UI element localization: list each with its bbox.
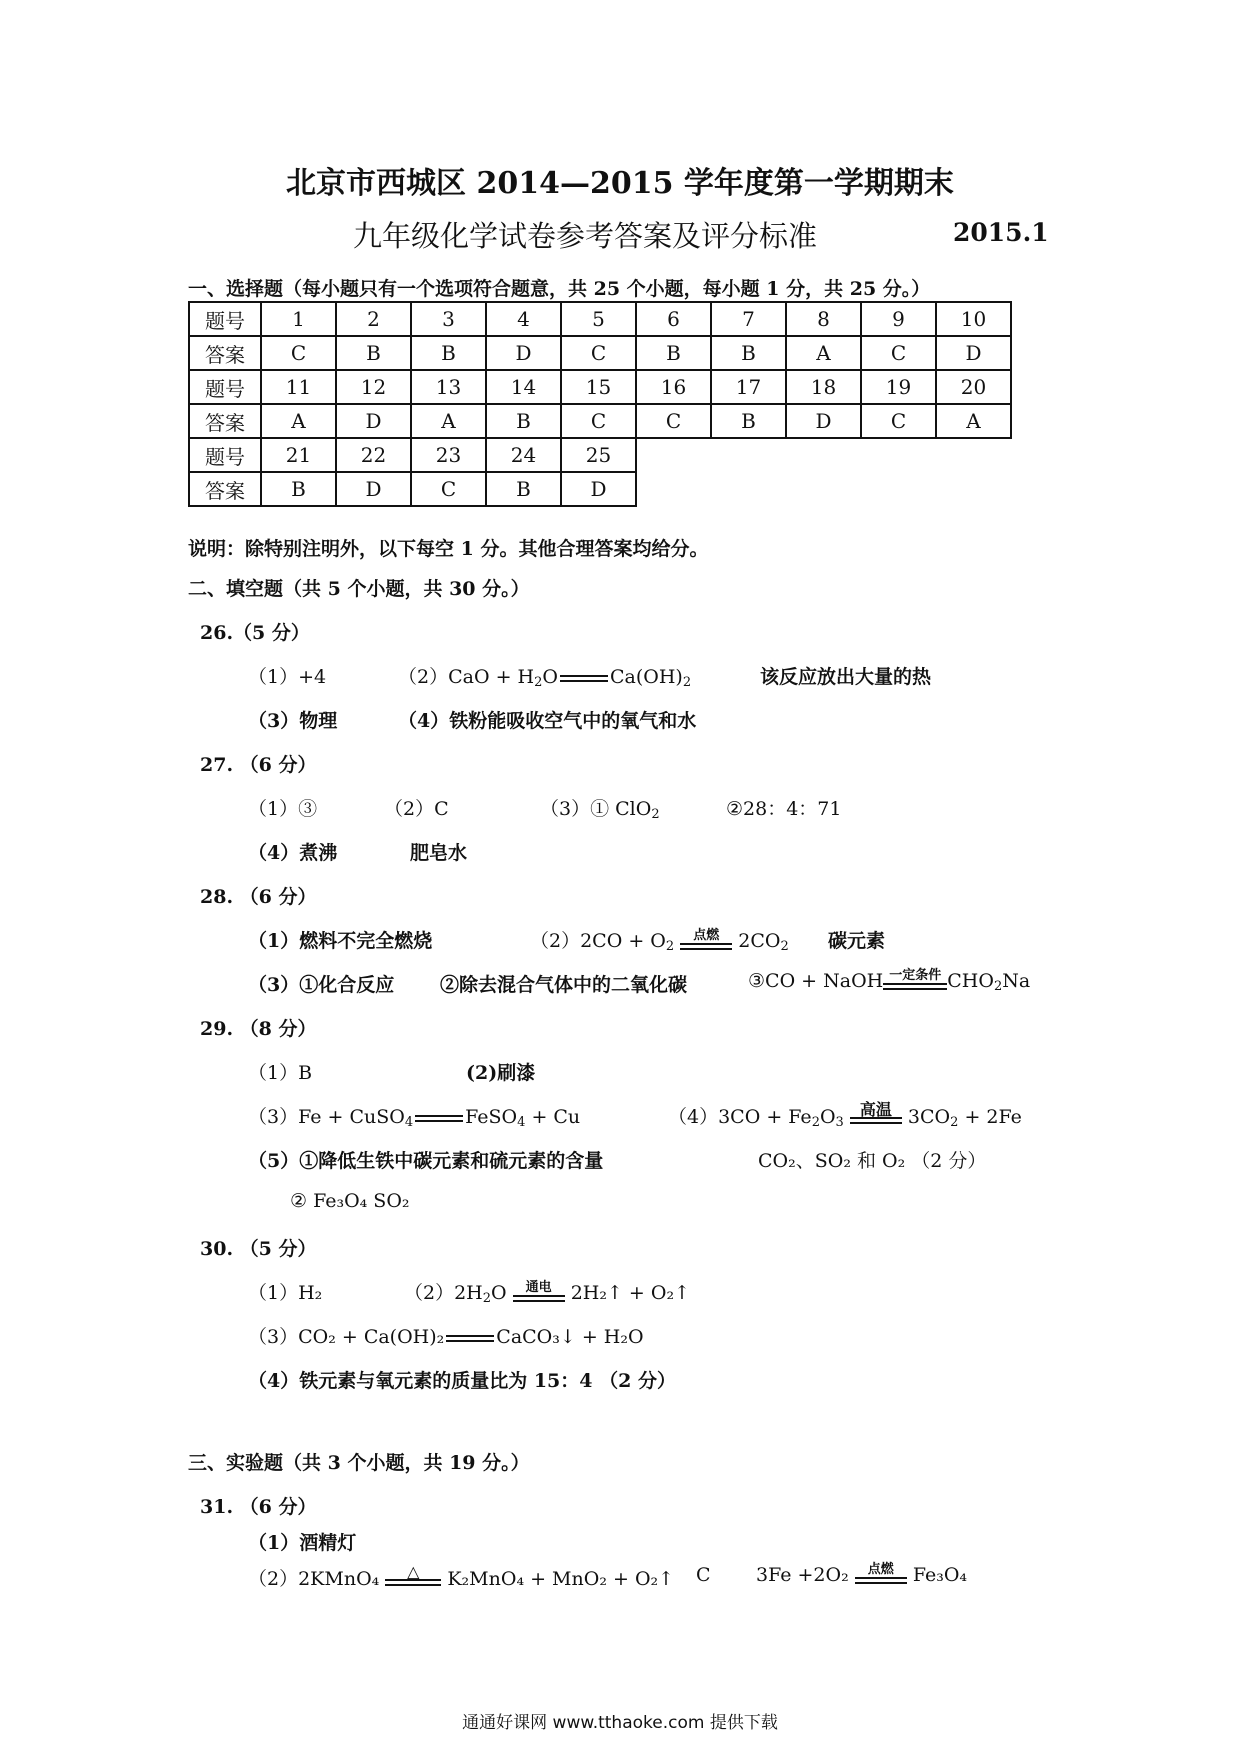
num-label: 题号 xyxy=(189,370,261,404)
table-cell: A xyxy=(786,336,861,370)
q29-a4: $(4)3CO + Fe_2O_3$ 高温 $3CO_2 + 2Fe$ xyxy=(668,1100,1022,1130)
q29-a2: (2)刷漆 xyxy=(466,1062,536,1084)
table-cell: D xyxy=(336,472,411,506)
footer-source: 通通好课网 www.tthaoke.com 提供下载 xyxy=(462,1713,778,1733)
q30-a4: （4）铁元素与氧元素的质量比为 15：4 （2 分） xyxy=(248,1370,676,1392)
table-cell: 14 xyxy=(486,370,561,404)
title-line-2: 九年级化学试卷参考答案及评分标准 xyxy=(353,219,818,253)
table-cell: B xyxy=(486,472,561,506)
table-cell: 7 xyxy=(711,302,786,336)
table-cell: 17 xyxy=(711,370,786,404)
table-cell: B xyxy=(711,404,786,438)
table-row xyxy=(189,404,1011,438)
table-cell: D xyxy=(561,472,636,506)
reaction-condition: 点燃 xyxy=(855,1563,907,1584)
table-cell: 15 xyxy=(561,370,636,404)
reaction-condition: 点燃 xyxy=(680,929,732,950)
q28-a2-note: 碳元素 xyxy=(828,930,886,952)
num-label: 题号 xyxy=(189,302,261,336)
q29-a3-pre: （3）Fe + CuSO xyxy=(248,1106,405,1128)
section-2-heading: 二、填空题（共 5 个小题，共 30 分。） xyxy=(188,578,530,600)
reaction-condition: △ xyxy=(385,1565,441,1586)
table-cell: 22 xyxy=(336,438,411,472)
q27-a4: （4）煮沸 xyxy=(248,842,338,864)
q31-a2 xyxy=(248,1564,674,1594)
table-cell: 13 xyxy=(411,370,486,404)
table-cell: 25 xyxy=(561,438,636,472)
table-cell: 11 xyxy=(261,370,336,404)
scoring-note: 说明：除特别注明外，以下每空 1 分。其他合理答案均给分。 xyxy=(188,538,709,560)
q31-a1: （1）酒精灯 xyxy=(248,1532,357,1554)
table-cell: D xyxy=(336,404,411,438)
table-row xyxy=(189,336,1011,370)
q31-a2-post: K₂MnO₄ + MnO₂ + O₂↑ xyxy=(447,1568,675,1590)
table-cell: 5 xyxy=(561,302,636,336)
table-cell: C xyxy=(861,336,936,370)
ans-label: 答案 xyxy=(189,336,261,370)
q30-a1: （1）H₂ xyxy=(248,1282,323,1304)
table-cell: 3 xyxy=(411,302,486,336)
table-cell: B xyxy=(336,336,411,370)
reaction-condition: 高温 xyxy=(850,1103,902,1124)
table-cell: A xyxy=(261,404,336,438)
q29-heading: 29. （8 分） xyxy=(200,1018,317,1040)
table-cell: A xyxy=(936,404,1011,438)
q29-a4-pre: （4）3CO + Fe xyxy=(668,1106,812,1128)
q27-a4b: 肥皂水 xyxy=(410,842,468,864)
q29-a5b: CO₂、SO₂ 和 O₂ （2 分） xyxy=(758,1150,987,1172)
table-cell: 20 xyxy=(936,370,1011,404)
q29-a5c: ② Fe₃O₄ SO₂ xyxy=(290,1190,410,1212)
q29-a3-tail: + Cu xyxy=(531,1106,581,1128)
table-cell: 10 xyxy=(936,302,1011,336)
num-label: 题号 xyxy=(189,438,261,472)
answer-table xyxy=(188,301,1012,507)
table-row xyxy=(189,302,1011,336)
table-cell: 4 xyxy=(486,302,561,336)
table-cell: D xyxy=(486,336,561,370)
table-cell: C xyxy=(561,336,636,370)
q27-heading: 27. （6 分） xyxy=(200,754,317,776)
table-row xyxy=(189,370,1011,404)
table-cell: 8 xyxy=(786,302,861,336)
q30-heading: 30. （5 分） xyxy=(200,1238,317,1260)
q29-a1: （1）B xyxy=(248,1062,313,1084)
q28-a3c-tail: Na xyxy=(1002,970,1031,992)
q26-a2-mid: O xyxy=(542,666,558,688)
table-row xyxy=(189,472,1011,506)
q31-heading: 31. （6 分） xyxy=(200,1496,317,1518)
table-cell: 16 xyxy=(636,370,711,404)
q30-a2: $(2)2H_2O$ 通电 2H₂↑ + O₂↑ xyxy=(404,1280,691,1306)
table-cell: 24 xyxy=(486,438,561,472)
q30-a2-pre: （2）2H xyxy=(404,1282,483,1304)
q30-a3-pre: （3）CO₂ + Ca(OH)₂ xyxy=(248,1326,445,1348)
table-cell: C xyxy=(561,404,636,438)
table-cell: D xyxy=(936,336,1011,370)
table-cell: C xyxy=(861,404,936,438)
title-date: 2015.1 xyxy=(953,218,1049,247)
table-cell: 19 xyxy=(861,370,936,404)
ans-label: 答案 xyxy=(189,472,261,506)
q26-a1: （1）+4 xyxy=(248,666,327,688)
q27-a3: （3）① ClO$_2$ xyxy=(540,798,660,822)
q26-a2-note: 该反应放出大量的热 xyxy=(760,666,932,688)
q30-a3-post: CaCO₃↓ + H₂O xyxy=(496,1326,644,1348)
equals-sign xyxy=(560,675,608,682)
q28-a3c-pre: ③CO + NaOH xyxy=(748,970,884,992)
table-cell: 6 xyxy=(636,302,711,336)
table-cell: B xyxy=(711,336,786,370)
table-cell: B xyxy=(411,336,486,370)
ans-label: 答案 xyxy=(189,404,261,438)
q26-a3: （3）物理 xyxy=(248,710,338,732)
q28-a3c: ③CO + NaOH 一定条件 $CHO_2Na$ xyxy=(748,968,1031,994)
q26-a2-pre: （2）CaO + H xyxy=(398,666,535,688)
table-cell: C xyxy=(261,336,336,370)
q27-a3-text: （3）① ClO xyxy=(540,798,652,820)
section-1-heading: 一、选择题（每小题只有一个选项符合题意，共 25 个小题，每小题 1 分，共 25 分。） xyxy=(188,278,931,300)
table-cell: 23 xyxy=(411,438,486,472)
q28-a3c-post: CHO xyxy=(947,970,994,992)
q29-a3: （3）Fe + CuSO$_4$ FeSO$_4$ + Cu xyxy=(248,1106,581,1130)
q29-a4-tail: + 2Fe xyxy=(964,1106,1022,1128)
table-cell: 12 xyxy=(336,370,411,404)
q26-heading: 26.（5 分） xyxy=(200,622,310,644)
table-cell: D xyxy=(786,404,861,438)
q26-a2-post: Ca(OH) xyxy=(609,666,683,688)
q29-a3-post: FeSO xyxy=(465,1106,518,1128)
table-cell: 21 xyxy=(261,438,336,472)
q28-a1: （1）燃料不完全燃烧 xyxy=(248,930,433,952)
q31-a2-b xyxy=(756,1564,967,1592)
table-cell: C xyxy=(636,404,711,438)
reaction-condition: 一定条件 xyxy=(883,969,947,990)
q30-a2-post: 2H₂↑ + O₂↑ xyxy=(570,1282,691,1304)
section-3-heading: 三、实验题（共 3 个小题，共 19 分。） xyxy=(188,1452,530,1474)
q29-a4-post: 3CO xyxy=(907,1106,951,1128)
table-row xyxy=(189,438,1011,472)
q30-a3 xyxy=(248,1322,644,1349)
equals-sign xyxy=(415,1115,463,1122)
reaction-condition: 通电 xyxy=(513,1281,565,1302)
q28-heading: 28. （6 分） xyxy=(200,886,317,908)
table-cell: B xyxy=(636,336,711,370)
table-cell: B xyxy=(486,404,561,438)
table-cell: 2 xyxy=(336,302,411,336)
table-cell: A xyxy=(411,404,486,438)
q27-a2: （2）C xyxy=(384,798,449,820)
q28-a2-post: 2CO xyxy=(738,930,781,952)
q31-a2-b-post: Fe₃O₄ xyxy=(912,1564,968,1586)
q26-a2: $(2)CaO + H_2O$ $Ca(OH)_2$ xyxy=(398,666,692,690)
q28-a3: （3）①化合反应 xyxy=(248,974,395,996)
title-line-1: 北京市西城区 2014—2015 学年度第一学期期末 xyxy=(286,166,954,201)
q31-a2-c: C xyxy=(696,1564,711,1586)
table-cell: 18 xyxy=(786,370,861,404)
table-cell: 9 xyxy=(861,302,936,336)
q28-a2: $(2)2CO + O_2$ 点燃 $2CO_2$ xyxy=(530,928,789,954)
q27-a3b: ②28：4：71 xyxy=(726,798,842,820)
q28-a3b: ②除去混合气体中的二氧化碳 xyxy=(440,974,688,996)
q26-a4: （4）铁粉能吸收空气中的氧气和水 xyxy=(398,710,697,732)
q31-a2-pre: （2）2KMnO₄ xyxy=(248,1568,380,1590)
q28-a2-pre: （2）2CO + O xyxy=(530,930,666,952)
table-cell: B xyxy=(261,472,336,506)
q27-a1: （1）③ xyxy=(248,798,318,820)
q29-a5: （5）①降低生铁中碳元素和硫元素的含量 xyxy=(248,1150,604,1172)
table-cell: 1 xyxy=(261,302,336,336)
equals-sign xyxy=(446,1335,494,1342)
table-cell: C xyxy=(411,472,486,506)
q31-a2-b-pre: 3Fe +2O₂ xyxy=(756,1564,849,1586)
